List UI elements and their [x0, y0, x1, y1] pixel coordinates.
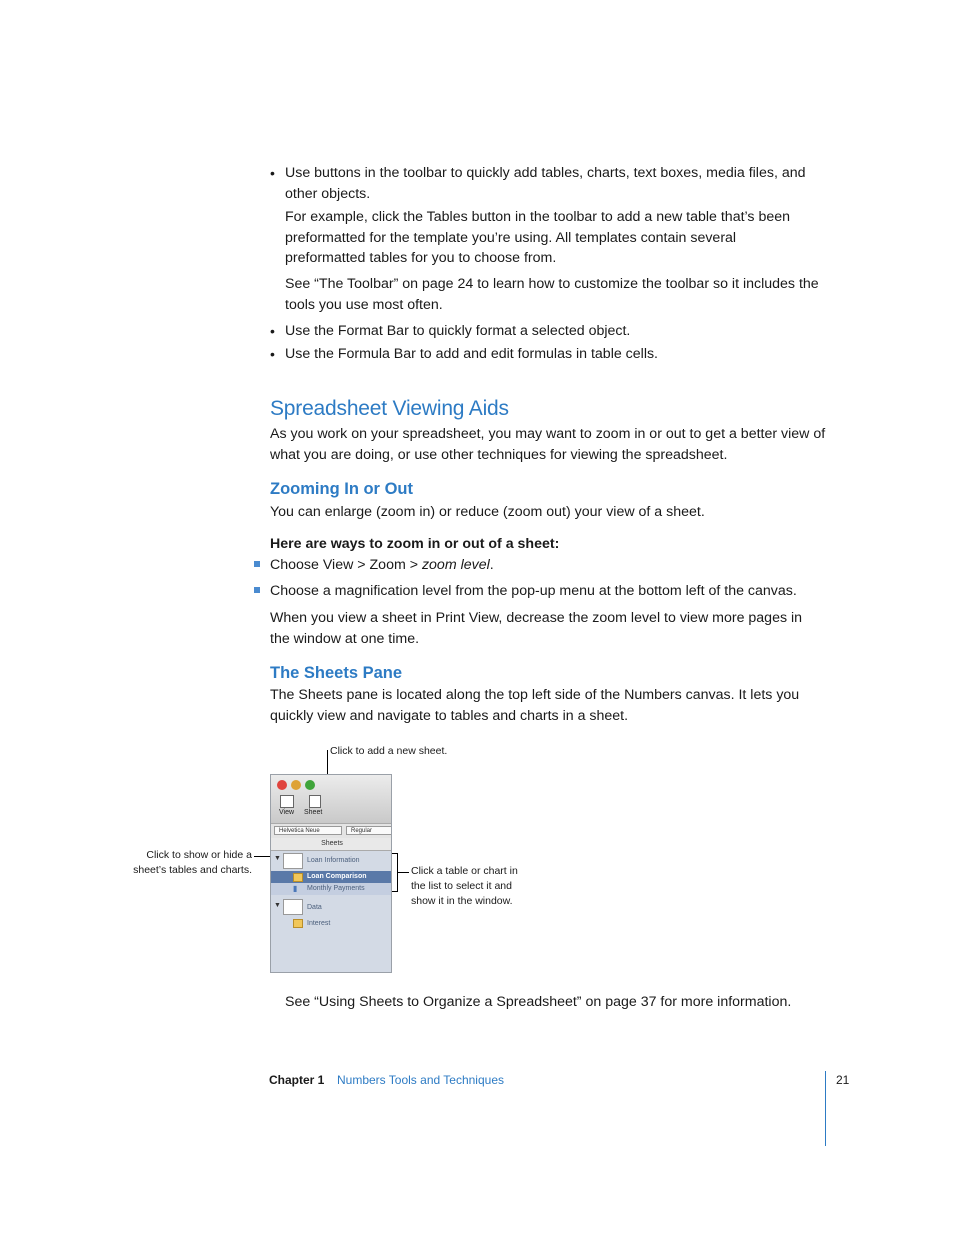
- bullet-text-2: Use the Format Bar to quickly format a selected object.: [285, 323, 631, 339]
- bullet-text-1: Use buttons in the toolbar to quickly add tables, charts, text boxes, media files, and other objects.: [285, 165, 806, 202]
- sheet-icon: [283, 899, 303, 915]
- zoom-item-1: Choose View > Zoom > zoom level.: [270, 557, 494, 573]
- footer-chapter: Chapter 1: [269, 1073, 325, 1087]
- table-row-label: Loan Comparison: [307, 873, 367, 880]
- zoom-note: When you view a sheet in Print View, decrease the zoom level to view more pages in the window at one time.: [270, 610, 803, 647]
- bullet-dot-3: •: [270, 346, 275, 362]
- footer-chapter-title: Numbers Tools and Techniques: [337, 1073, 504, 1087]
- format-bar: [271, 823, 392, 838]
- footer-divider: [825, 1071, 826, 1146]
- chart-row-label: Monthly Payments: [307, 885, 365, 892]
- disclosure-triangle-icon[interactable]: ▼: [274, 855, 281, 862]
- table-row-loan-comparison[interactable]: [271, 871, 392, 883]
- zoom-body: You can enlarge (zoom in) or reduce (zoom out) your view of a sheet.: [270, 504, 705, 520]
- view-icon[interactable]: [280, 795, 294, 808]
- minimize-light-icon[interactable]: [291, 780, 301, 790]
- callout-select: Click a table or chart in the list to select it and show it in the window.: [411, 865, 518, 907]
- see-more: See “Using Sheets to Organize a Spreadsheet” on page 37 for more information.: [285, 994, 792, 1010]
- bullet-text-3: Use the Formula Bar to add and edit formulas in table cells.: [285, 346, 659, 362]
- font-name-select[interactable]: Helvetica Neue: [274, 826, 342, 835]
- sheet-row-loan-information[interactable]: [271, 852, 392, 871]
- section-heading: Spreadsheet Viewing Aids: [270, 397, 509, 420]
- sheet-row-label: Data: [307, 904, 322, 911]
- page-number: 21: [836, 1073, 850, 1087]
- zoom-heading: Zooming In or Out: [270, 480, 413, 498]
- bullet-dot-1: •: [270, 165, 275, 181]
- sheets-heading: The Sheets Pane: [270, 664, 403, 682]
- intro-para-1: For example, click the Tables button in the toolbar to add a new table that’s been preformatted for the template you’re using. All templates contain several preformatted tables for you to choose from.: [285, 209, 791, 266]
- intro-para-2: See “The Toolbar” on page 24 to learn how to customize the toolbar so it includes the tools you use most often.: [285, 276, 819, 313]
- sheet-icon: [283, 853, 303, 869]
- disclosure-triangle-icon[interactable]: ▼: [274, 902, 281, 909]
- sheets-body: The Sheets pane is located along the top left side of the Numbers canvas. It lets you quickly view and navigate to tables and charts in a sheet.: [270, 687, 800, 724]
- table-icon: [293, 919, 303, 928]
- square-bullet-1: [254, 561, 260, 567]
- callout-show-hide: Click to show or hide a sheet’s tables and charts.: [133, 849, 252, 876]
- table-row-interest[interactable]: [271, 917, 392, 931]
- close-light-icon[interactable]: [277, 780, 287, 790]
- zoom-lead: Here are ways to zoom in or out of a sheet:: [270, 536, 560, 552]
- table-row-label: Interest: [307, 920, 331, 927]
- section-body: As you work on your spreadsheet, you may want to zoom in or out to get a better view of what you are doing, or use other techniques for viewing the spreadsheet.: [270, 426, 826, 463]
- zoom-light-icon[interactable]: [305, 780, 315, 790]
- view-button-label: View: [279, 809, 295, 816]
- sheet-row-data[interactable]: [271, 897, 392, 917]
- callout-add-sheet: Click to add a new sheet.: [330, 745, 448, 757]
- sheet-icon[interactable]: [309, 795, 321, 808]
- chart-icon: ▮: [293, 884, 298, 893]
- sheets-pane-header: Sheets: [271, 838, 392, 851]
- leader-select-h: [397, 872, 409, 873]
- sheet-button-label: Sheet: [304, 809, 323, 816]
- square-bullet-2: [254, 587, 260, 593]
- window-titlebar: [271, 775, 392, 823]
- sheets-pane-screenshot: [270, 774, 392, 973]
- sheet-row-label: Loan Information: [307, 857, 360, 864]
- font-style-select[interactable]: Regular: [346, 826, 392, 835]
- zoom-item-2: Choose a magnification level from the pop-up menu at the bottom left of the canvas.: [270, 583, 797, 599]
- chart-row-monthly-payments[interactable]: [271, 883, 392, 895]
- table-icon: [293, 873, 303, 882]
- bullet-dot-2: •: [270, 323, 275, 339]
